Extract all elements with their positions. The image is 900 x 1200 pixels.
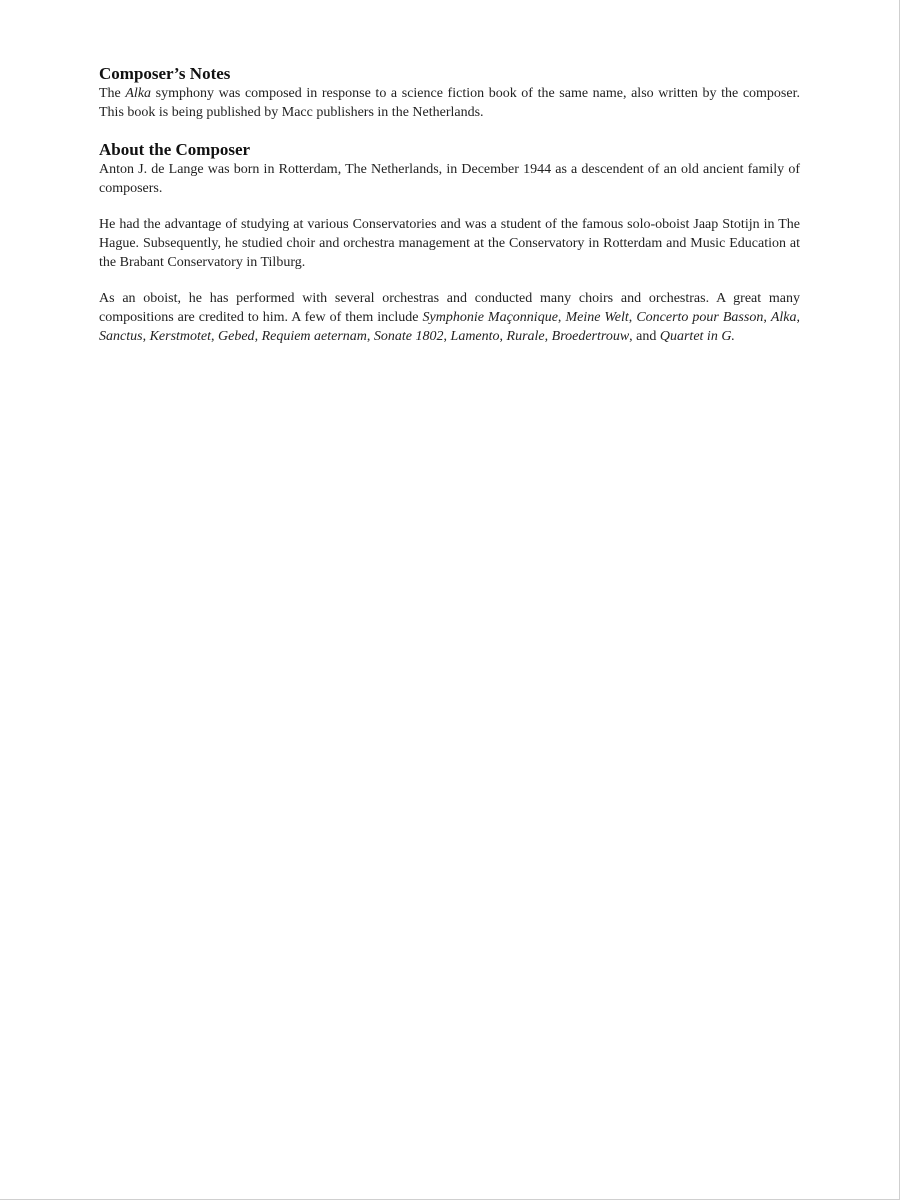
work-separator: , <box>763 310 771 325</box>
paragraph-spacer <box>99 198 800 215</box>
work-title: Requiem aeternam <box>261 329 367 344</box>
work-separator: , <box>211 329 219 344</box>
work-separator: , <box>366 329 374 344</box>
about-paragraph-birth: Anton J. de Lange was born in Rotterdam, The Netherlands, in December 1944 as a descendent of an old ancient family of composers. <box>99 162 800 196</box>
work-separator: , <box>254 329 262 344</box>
work-title: Gebed <box>218 329 255 344</box>
work-separator: , <box>142 329 150 344</box>
work-title: Symphonie Maçonnique <box>422 310 558 325</box>
work-title: Sonate 1802 <box>373 329 444 344</box>
composers-notes-heading: Composer’s Notes <box>99 64 231 83</box>
section-spacer <box>99 122 800 140</box>
work-separator: , <box>499 329 507 344</box>
document-page <box>99 64 800 346</box>
notes-text-rest: symphony was composed in response to a science fiction book of the same name, also written by the composer. This book is being published by Macc publishers in the Netherlands. <box>99 86 800 120</box>
work-separator: , <box>796 310 800 325</box>
work-title: Concerto pour Basson <box>636 310 764 325</box>
about-paragraph-education: He had the advantage of studying at various Conservatories and was a student of the famous solo-oboist Jaap Stotijn in The Hague. Subsequently, he studied choir and orchestra management at the Conservatory in Rotterdam and Music Education at the Brabant Conservatory in Tilburg. <box>99 217 800 270</box>
work-separator: , and <box>629 329 660 344</box>
work-separator: , <box>628 310 637 325</box>
composers-notes-paragraph <box>99 84 800 122</box>
work-title: Lamento <box>450 329 500 344</box>
notes-text-lead: The <box>99 86 126 101</box>
work-title: Rurale <box>506 329 545 344</box>
about-paragraph-works <box>99 289 800 346</box>
about-composer-heading: About the Composer <box>99 140 251 159</box>
paragraph-spacer <box>99 272 800 289</box>
work-title: Quartet in G. <box>659 329 735 344</box>
work-separator: , <box>557 310 566 325</box>
work-title: Kerstmotet <box>149 329 212 344</box>
work-title: Sanctus <box>99 329 143 344</box>
work-title: Alka <box>770 310 797 325</box>
works-intro-text: As an oboist, he has performed with several orchestras and conducted many choirs and orchestras. A great many compositions are credited to him. A few of them include <box>99 291 800 325</box>
work-separator: , <box>544 329 552 344</box>
work-separator: , <box>443 329 451 344</box>
work-title: Broedertrouw <box>551 329 630 344</box>
notes-book-title: Alka <box>125 86 152 101</box>
work-title: Meine Welt <box>565 310 629 325</box>
